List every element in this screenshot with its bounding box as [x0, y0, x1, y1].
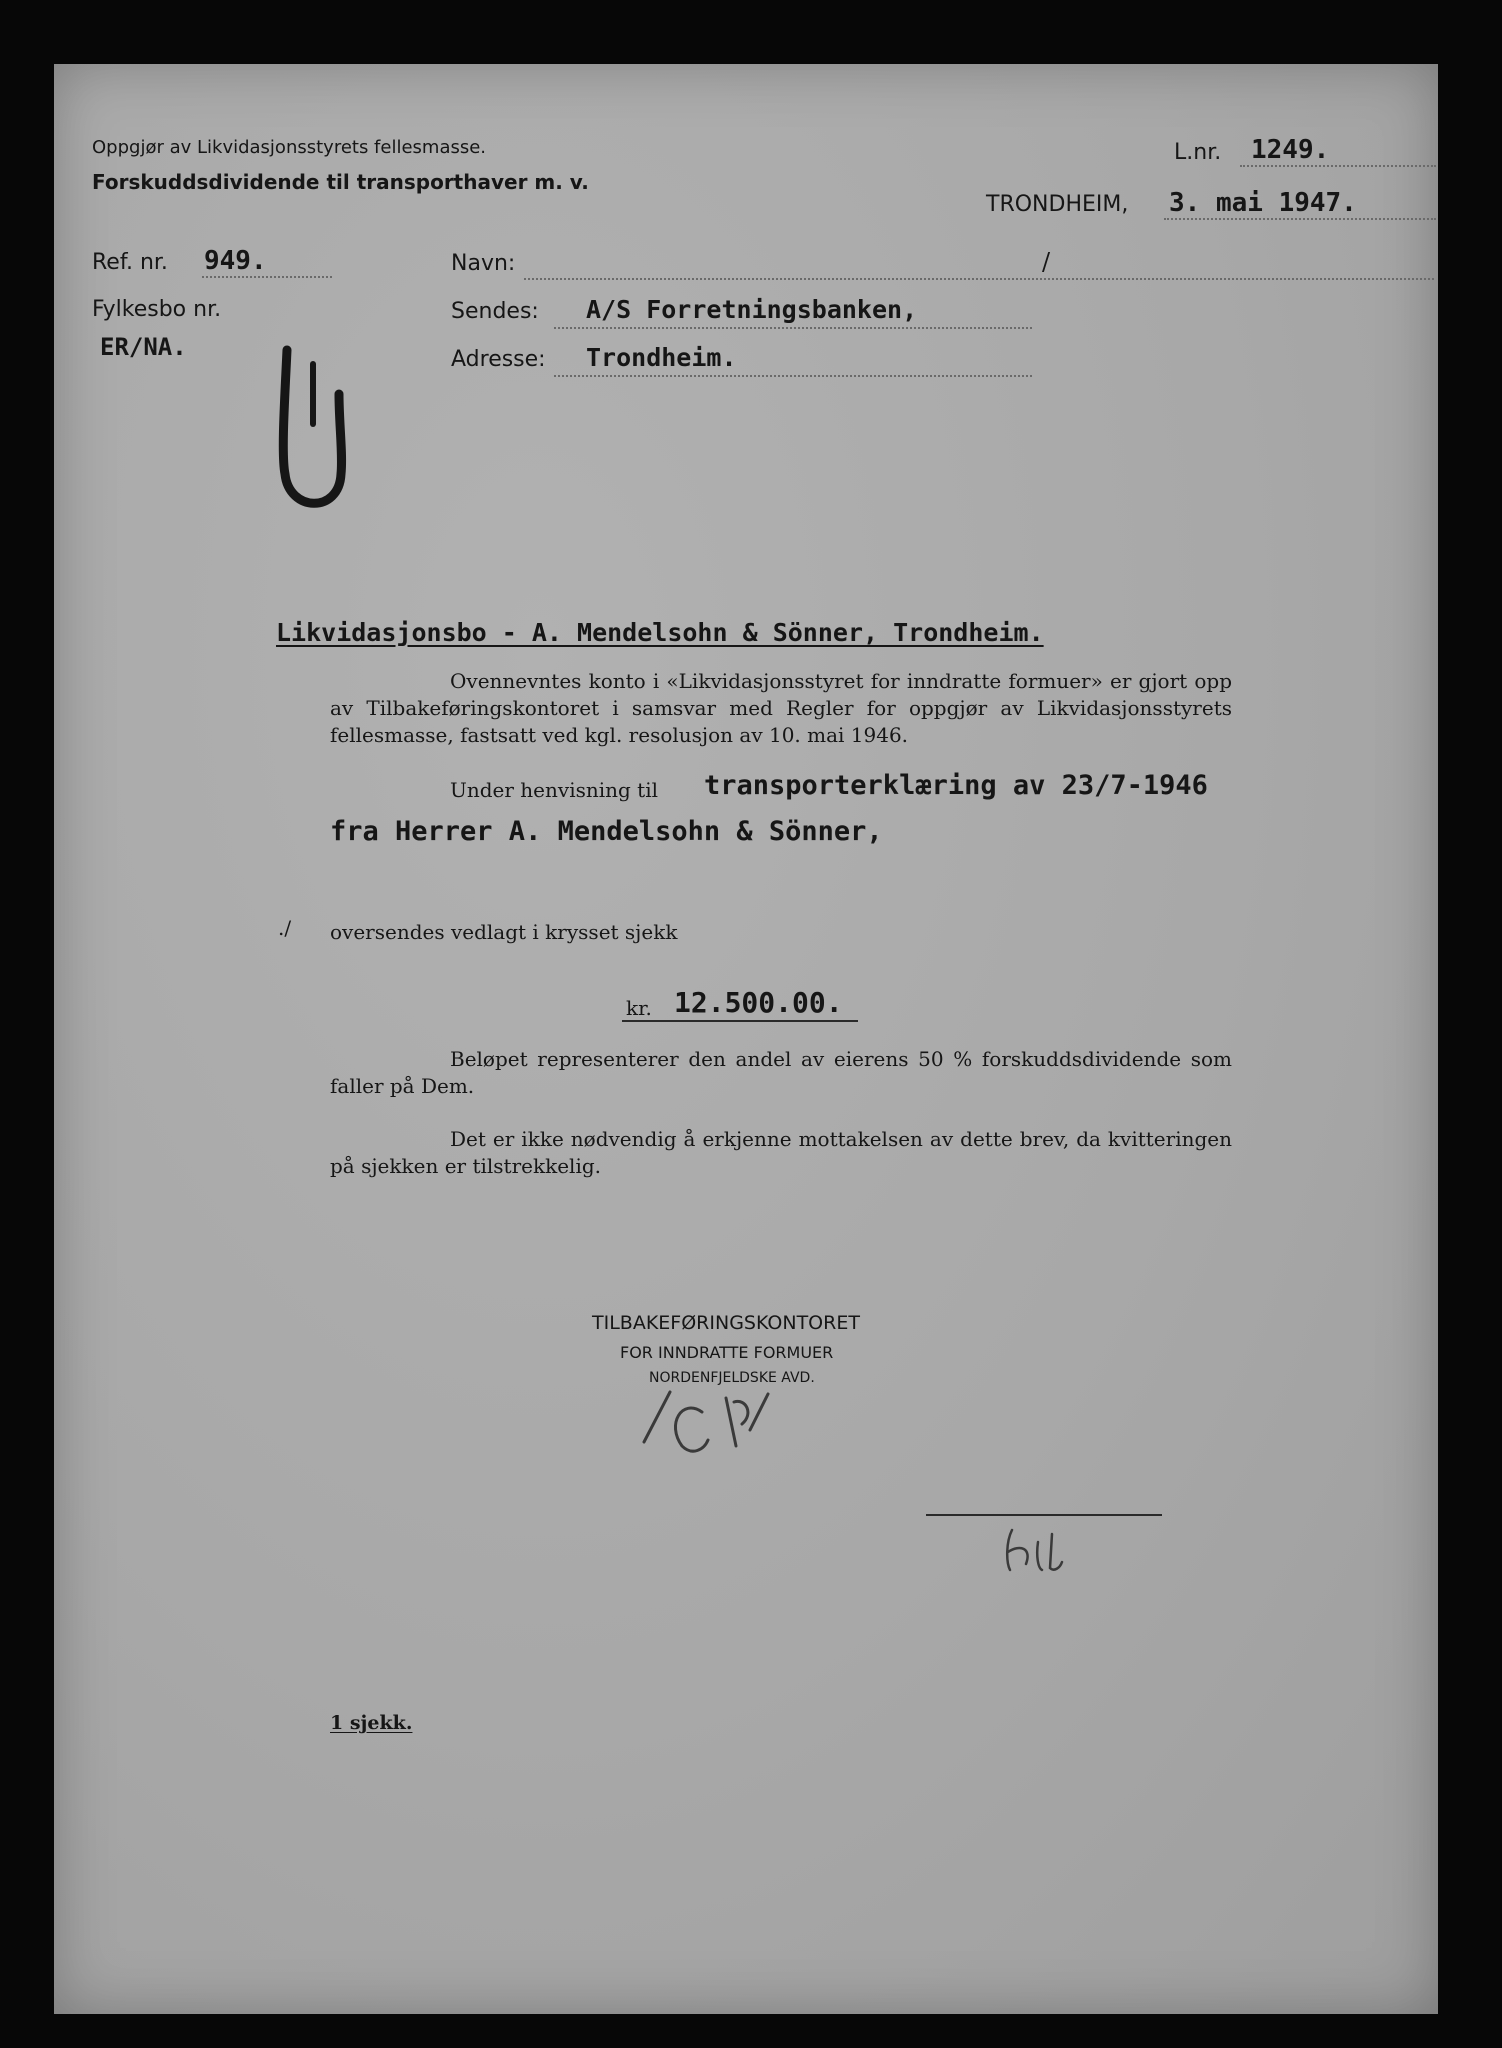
paragraph-no-acknowledgement: Det er ikke nødvendig å erkjenne mottakelsen av dette brev, da kvitteringen på sjekken er tilstrekkelig.: [330, 1127, 1232, 1178]
handwritten-u-mark: [269, 344, 359, 524]
navn-value: /: [1042, 248, 1051, 276]
navn-dotted-line: [524, 278, 1434, 280]
signature-line: [926, 1514, 1162, 1516]
lnr-dotted-line: [1240, 165, 1436, 167]
amount-value: 12.500.00.: [674, 986, 843, 1019]
enclosed-text: oversendes vedlagt i krysset sjekk: [330, 920, 678, 944]
amount-prefix: kr.: [626, 996, 652, 1020]
handwritten-paraph: [1002, 1522, 1082, 1582]
place-label: TRONDHEIM,: [986, 192, 1129, 217]
lnr-value: 1249.: [1251, 135, 1330, 165]
enclosure-note: 1 sjekk.: [330, 1712, 413, 1734]
adresse-dotted-line: [554, 375, 1032, 377]
reference-typed-line-2: fra Herrer A. Mendelsohn & Sönner,: [330, 816, 883, 847]
ref-label: Ref. nr.: [92, 250, 168, 275]
ref-value: 949.: [204, 246, 267, 276]
navn-label: Navn:: [451, 251, 516, 276]
reference-label: Under henvisning til: [450, 778, 658, 802]
reference-typed-line-1: transporterklæring av 23/7-1946: [704, 770, 1208, 801]
sendes-label: Sendes:: [451, 299, 539, 324]
header-line-2: Forskuddsdividende til transporthaver m. v.: [92, 170, 589, 194]
header-line-1: Oppgjør av Likvidasjonsstyrets fellesmasse.: [92, 137, 487, 158]
fylkesbo-label: Fylkesbo nr.: [92, 297, 222, 322]
amount-underline: [622, 1020, 858, 1022]
office-line-2: FOR INNDRATTE FORMUER: [620, 1343, 834, 1362]
fylkesbo-value: ER/NA.: [100, 333, 187, 361]
office-line-1: TILBAKEFØRINGSKONTORET: [592, 1312, 860, 1334]
adresse-value: Trondheim.: [586, 343, 737, 372]
letter-page: [54, 64, 1438, 2014]
date-dotted-line: [1164, 218, 1436, 220]
office-line-3: NORDENFJELDSKE AVD.: [649, 1370, 815, 1386]
margin-mark: ./: [278, 916, 292, 940]
ref-dotted-line: [202, 276, 332, 278]
paragraph-dividend-share: Beløpet representerer den andel av eierens 50 % forskuddsdividende som faller på Dem.: [330, 1047, 1232, 1098]
adresse-label: Adresse:: [451, 347, 546, 372]
lnr-label: L.nr.: [1174, 140, 1222, 165]
paragraph-account-settled: Ovennevntes konto i «Likvidasjonsstyret for inndratte formuer» er gjort opp av Tilbakeføringskontoret i samsvar med Regler for oppgjør av Likvidasjonsstyrets fellesmasse, fastsatt ved kgl. resolusjon av 10. mai 1946.: [330, 669, 1232, 747]
sendes-dotted-line: [554, 327, 1032, 329]
handwritten-initials-signature: [642, 1384, 802, 1464]
sendes-value: A/S Forretningsbanken,: [586, 295, 918, 324]
subject-line: Likvidasjonsbo - A. Mendelsohn & Sönner, Trondheim.: [276, 618, 1044, 647]
letter-date: 3. mai 1947.: [1169, 188, 1357, 218]
